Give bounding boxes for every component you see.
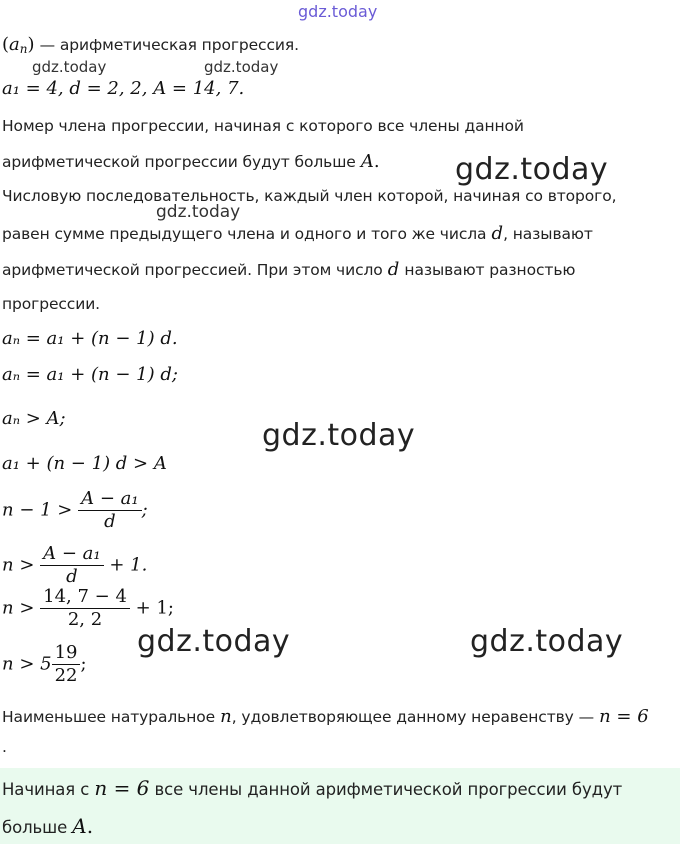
symbol-A: A xyxy=(360,151,374,172)
formula-5: n − 1 > $\frac{\text{A − a₁}}{d}$ ; xyxy=(2,488,148,532)
n-equals-6: n = 6 xyxy=(94,776,150,800)
watermark-small-1: gdz.today xyxy=(32,58,107,76)
formula-3: aₙ > A; xyxy=(2,408,66,429)
conclusion-line-1: Начиная с n = 6 все члены данной арифметической прогрессии будут xyxy=(2,776,623,800)
definition-line-2: равен сумме предыдущего члена и одного и того же числа d, называют xyxy=(2,223,593,244)
symbol-A: A xyxy=(72,814,87,838)
formula-1: aₙ = a₁ + (n − 1) d. xyxy=(2,328,178,349)
definition-line-1: Числовую последовательность, каждый член которой, начиная со второго, xyxy=(2,187,617,205)
given-label: — арифметическая прогрессия. xyxy=(39,36,299,54)
given-values: a₁ = 4, d = 2, 2, A = 14, 7. xyxy=(2,78,245,99)
fraction-6: $\frac{\text{A − a₁}}{d}$ xyxy=(40,543,103,588)
n-equals-6: n = 6 xyxy=(599,706,649,727)
smallest-line: Наименьшее натуральное n, удовлетворяющее данному неравенству — n = 6 xyxy=(2,706,649,727)
given-line xyxy=(2,34,299,56)
period: . xyxy=(2,738,7,756)
watermark-small-2: gdz.today xyxy=(204,58,279,76)
formula-4: a₁ + (n − 1) d > A xyxy=(2,453,167,474)
find-line-2: арифметической прогрессии будут больше A. xyxy=(2,151,380,172)
watermark-big-4: gdz.today xyxy=(470,624,624,659)
sequence-symbol: $(a_n)$ xyxy=(2,34,35,56)
symbol-n: n xyxy=(220,706,232,727)
definition-line-4: прогрессии. xyxy=(2,295,100,313)
conclusion-line-2: больше A. xyxy=(2,814,94,838)
formula-2: aₙ = a₁ + (n − 1) d; xyxy=(2,364,178,385)
fraction-5: $\frac{\text{A − a₁}}{d}$ xyxy=(78,488,141,533)
formula-6: n > $\frac{\text{A − a₁}}{d}$ + 1. xyxy=(2,543,148,587)
watermark-top: gdz.today xyxy=(298,2,378,21)
formula-8: n > 5 $\frac{19}{22}$ ; xyxy=(2,642,87,686)
watermark-big-1: gdz.today xyxy=(455,152,609,187)
fraction-7: $\frac{14, 7 - 4}{2, 2}$ xyxy=(40,586,130,631)
fraction-8: $\frac{19}{22}$ xyxy=(52,642,81,687)
find-line-1: Номер члена прогрессии, начиная с которого все члены данной xyxy=(2,117,524,135)
formula-7: n > $\frac{14, 7 - 4}{2, 2}$ + 1; xyxy=(2,586,174,630)
watermark-big-2: gdz.today xyxy=(262,418,416,453)
symbol-d: d xyxy=(491,223,504,244)
watermark-small-3: gdz.today xyxy=(156,202,241,222)
watermark-big-3: gdz.today xyxy=(137,624,291,659)
symbol-d: d xyxy=(387,259,400,280)
definition-line-3: арифметической прогрессией. При этом число d называют разностью xyxy=(2,259,576,280)
